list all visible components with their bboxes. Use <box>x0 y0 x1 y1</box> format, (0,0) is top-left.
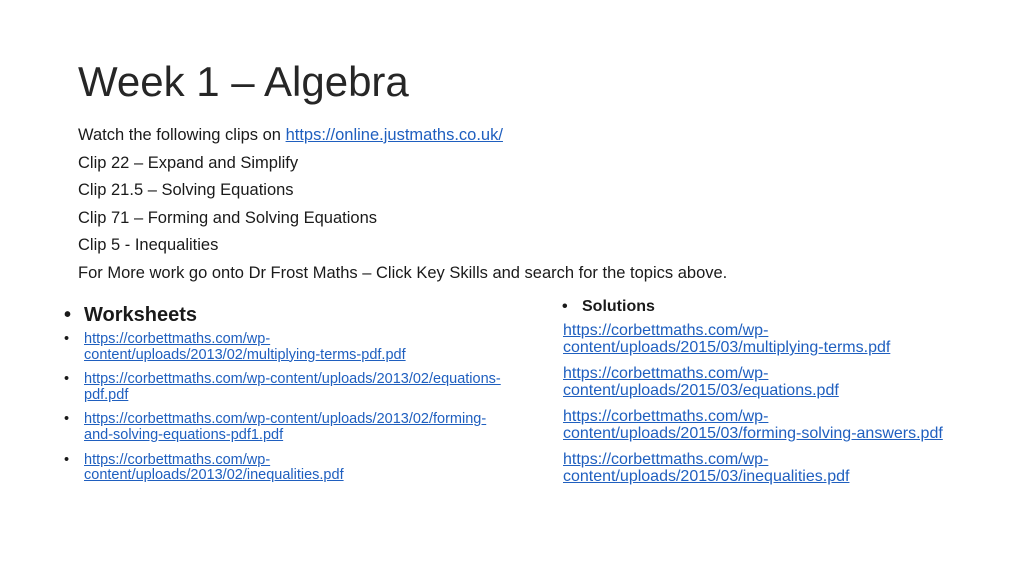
solution-item <box>560 451 980 485</box>
intro-text <box>78 122 978 288</box>
solution-item <box>560 365 980 399</box>
intro-line <box>78 122 978 150</box>
worksheets-heading: • Worksheets <box>62 302 502 328</box>
intro-prefix: Watch the following clips on <box>78 126 286 144</box>
worksheet-link-inequalities[interactable]: https://corbettmaths.com/wp-content/uploads/2013/02/inequalities.pdf <box>84 451 344 484</box>
solution-link-multiplying-terms[interactable]: https://corbettmaths.com/wp-content/uploads/2015/03/multiplying-terms.pdf <box>563 322 891 356</box>
solution-link-equations[interactable]: https://corbettmaths.com/wp-content/uploads/2015/03/equations.pdf <box>563 365 839 399</box>
page-title: Week 1 – Algebra <box>78 58 409 105</box>
solutions-list <box>560 296 980 318</box>
worksheet-link-equations[interactable]: https://corbettmaths.com/wp-content/uploads/2013/02/equations-pdf.pdf <box>84 371 501 403</box>
dr-frost-line: For More work go onto Dr Frost Maths – Click Key Skills and search for the topics above. <box>78 263 728 282</box>
clip-line: Clip 22 – Expand and Simplify <box>78 153 299 172</box>
worksheet-item <box>62 332 502 363</box>
clip-line: Clip 21.5 – Solving Equations <box>78 181 294 200</box>
worksheets-list <box>62 302 502 484</box>
solution-link-inequalities[interactable]: https://corbettmaths.com/wp-content/uploads/2015/03/inequalities.pdf <box>563 451 850 485</box>
worksheet-item <box>62 412 502 443</box>
worksheet-link-multiplying-terms[interactable]: https://corbettmaths.com/wp-content/uploads/2013/02/multiplying-terms-pdf.pdf <box>84 331 406 363</box>
worksheet-link-forming-solving[interactable]: https://corbettmaths.com/wp-content/uploads/2013/02/forming-and-solving-equations-pdf1.pdf <box>84 411 487 443</box>
worksheets-column <box>62 302 502 493</box>
solutions-heading: • Solutions <box>560 296 980 318</box>
solution-link-forming-solving[interactable]: https://corbettmaths.com/wp-content/uploads/2015/03/forming-solving-answers.pdf <box>563 408 943 442</box>
worksheet-item <box>62 453 502 484</box>
worksheet-item <box>62 372 502 403</box>
clip-line: Clip 5 - Inequalities <box>78 236 219 255</box>
solution-item <box>560 408 980 442</box>
solution-item <box>560 322 980 356</box>
justmaths-link[interactable]: https://online.justmaths.co.uk/ <box>285 126 503 144</box>
clip-line: Clip 71 – Forming and Solving Equations <box>78 208 378 227</box>
solutions-column <box>560 296 980 494</box>
